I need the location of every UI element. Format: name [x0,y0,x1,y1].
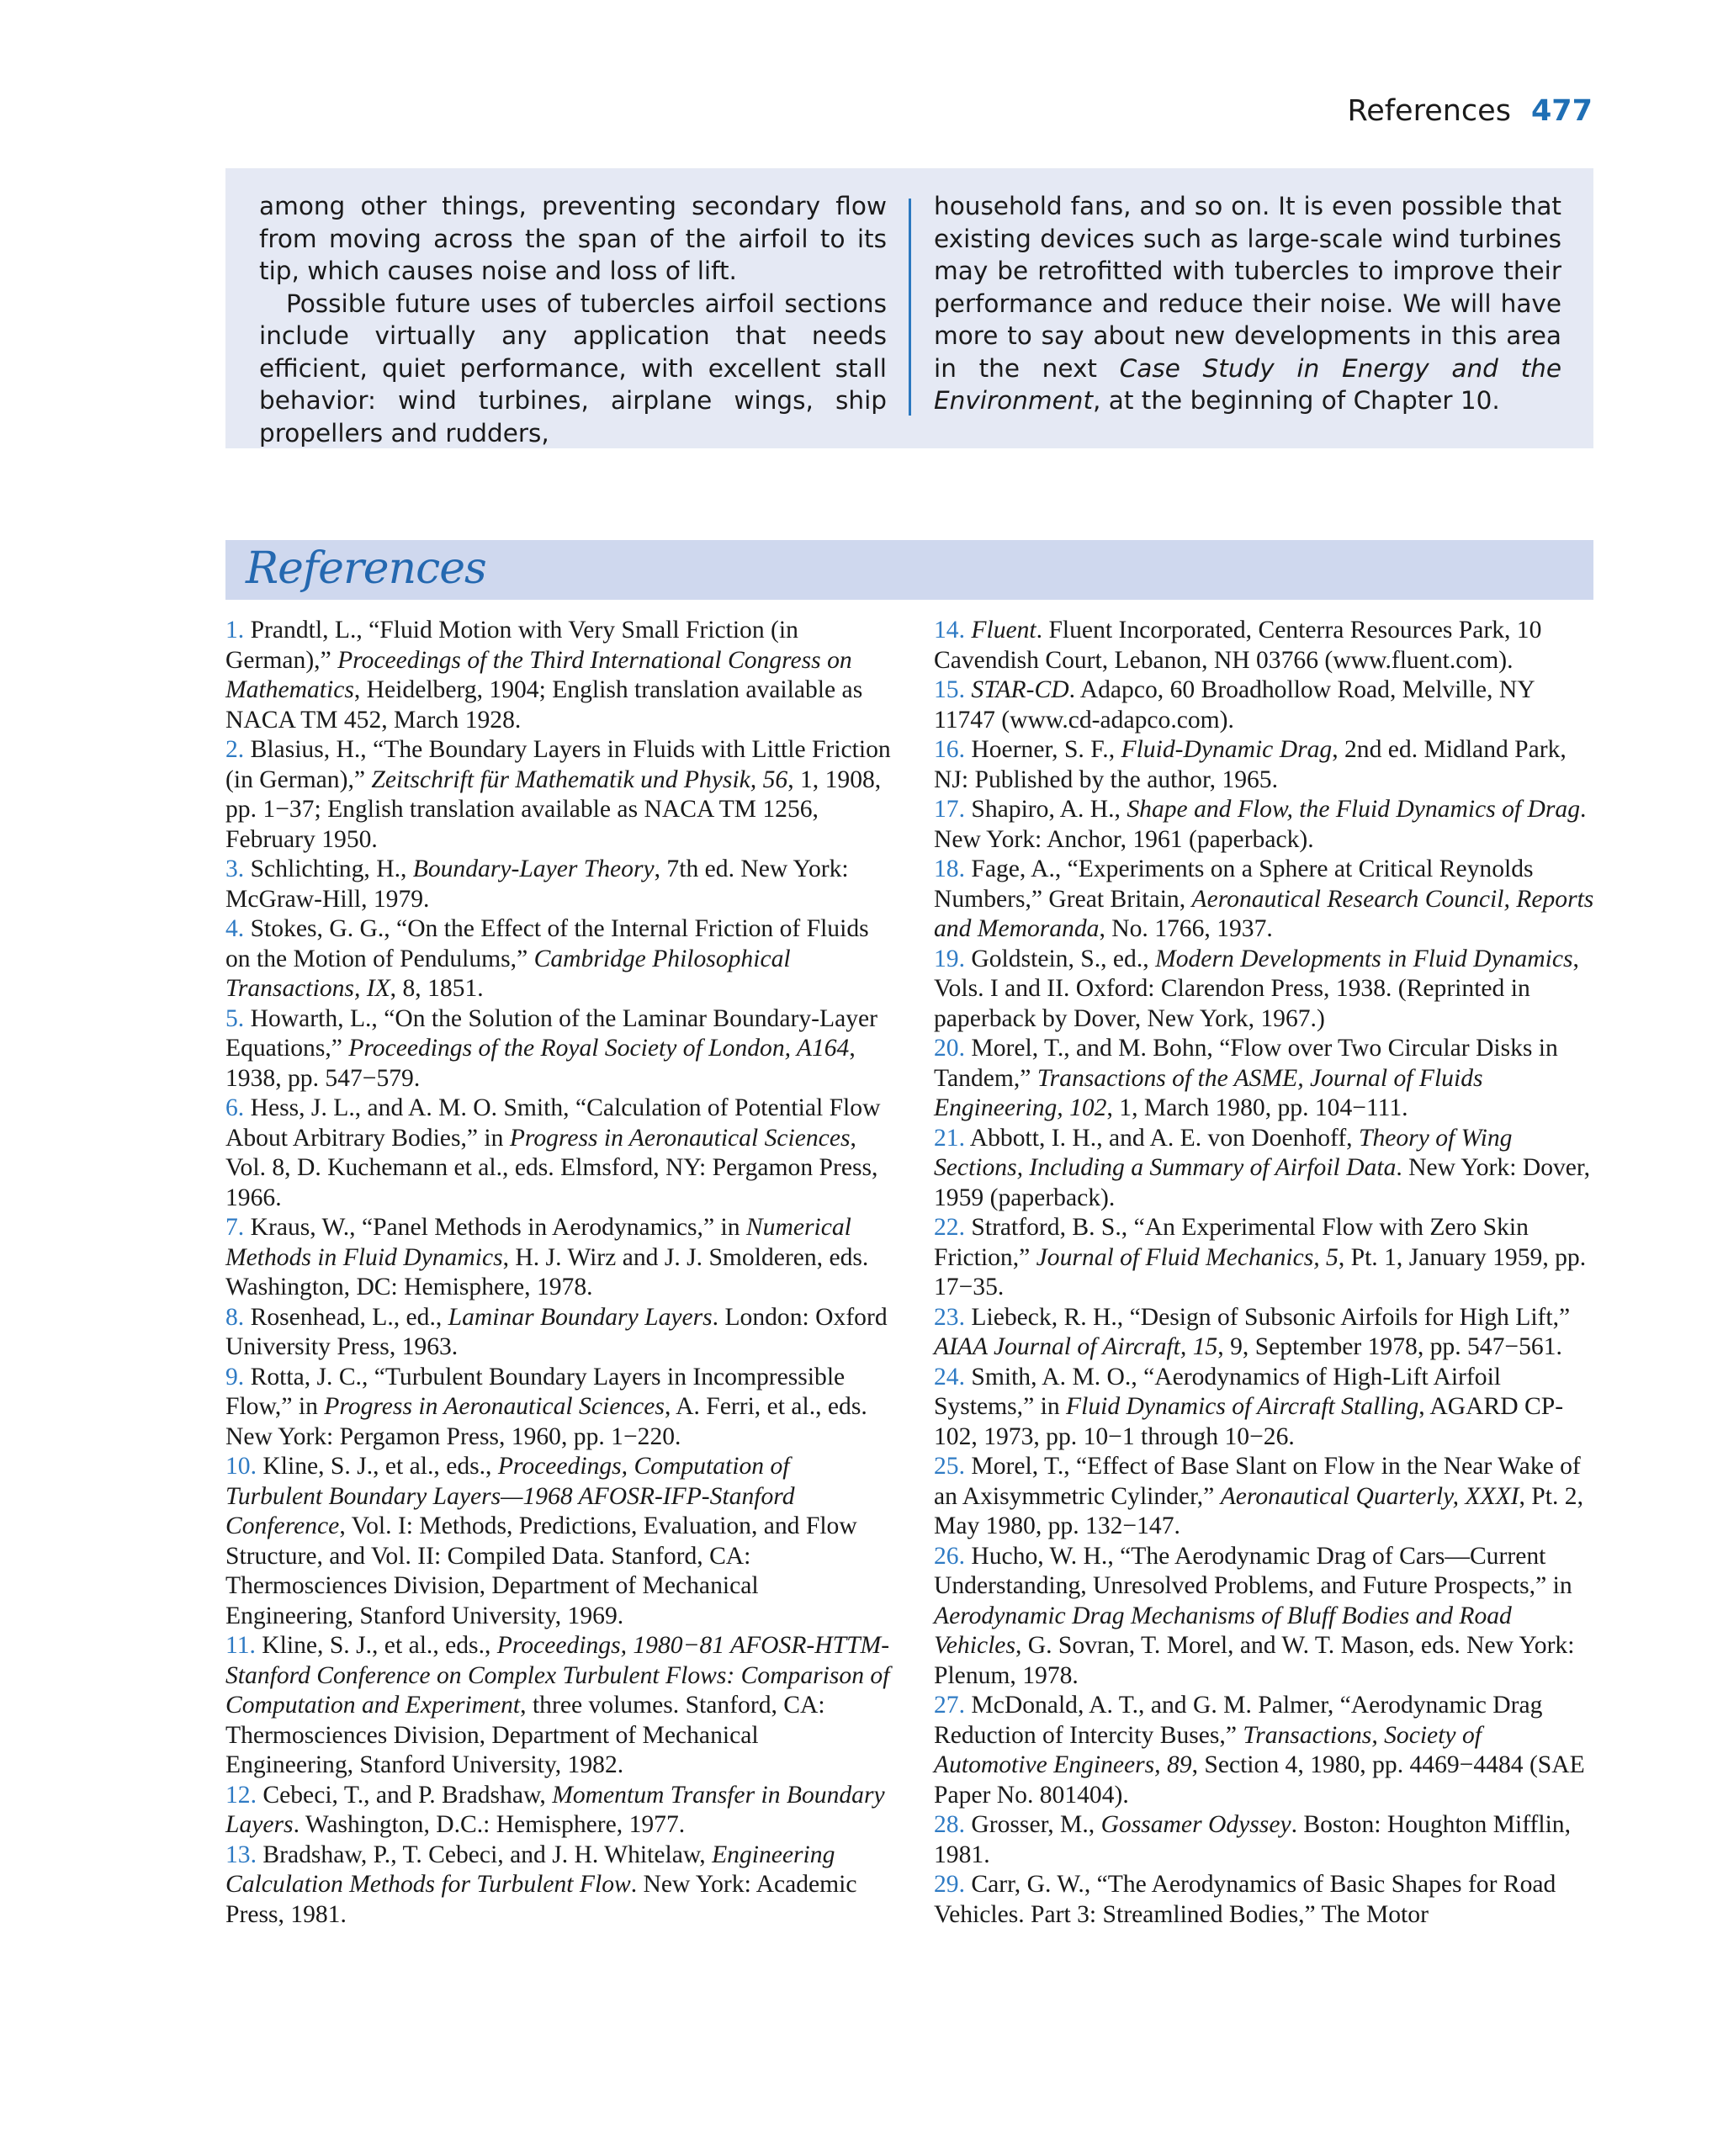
reference-entry: 13. Bradshaw, P., T. Cebeci, and J. H. Whitelaw, Engineering Calculation Methods for Turbulent Flow. New York: Academic Press, 1981. [225,1841,857,1928]
reference-entry: 11. Kline, S. J., et al., eds., Proceedings, 1980−81 AFOSR-HTTM-Stanford Conference on Complex Turbulent Flows: Comparison of Computation and Experiment, three volumes. Stanford, CA: Thermosciences Division, Department of Mechanical Engineering, Stanford University, 1982. [225,1632,890,1778]
references-title: References [246,543,486,594]
reference-entry: 3. Schlichting, H., Boundary-Layer Theory, 7th ed. New York: McGraw-Hill, 1979. [225,856,849,913]
reference-number: 20. [934,1035,972,1062]
reference-number: 23. [934,1303,972,1331]
reference-entry: 24. Smith, A. M. O., “Aerodynamics of High-Lift Airfoil Systems,” in Fluid Dynamics of Aircraft Stalling, AGARD CP-102, 1973, pp. 10−1 through 10−26. [934,1363,1564,1450]
reference-entry: 29. Carr, G. W., “The Aerodynamics of Basic Shapes for Road Vehicles. Part 3: Streamlined Bodies,” The Motor [934,1871,1556,1928]
reference-number: 12. [225,1781,263,1809]
page-number: 477 [1530,94,1593,128]
reference-entry: 22. Stratford, B. S., “An Experimental Flow with Zero Skin Friction,” Journal of Fluid Mechanics, 5, Pt. 1, January 1959, pp. 17−35. [934,1214,1587,1300]
references-left-column [225,616,892,1930]
case-study-paragraph: household fans, and so on. It is even possible that existing devices such as large-scale wind turbines may be retrofitted with tubercles to improve their performance and reduce their noise. We will have more to say about new developments in this area in the next Case Study in Energy and the Environment, at the beginning of Chapter 10. [934,192,1561,415]
reference-entry: 25. Morel, T., “Effect of Base Slant on Flow in the Near Wake of an Axisymmetric Cylinder,” Aeronautical Quarterly, XXXI, Pt. 2, May 1980, pp. 132−147. [934,1453,1583,1539]
reference-entry: 5. Howarth, L., “On the Solution of the Laminar Boundary-Layer Equations,” Proceedings of the Royal Society of London, A164, 1938, pp. 547−579. [225,1004,877,1092]
reference-entry: 23. Liebeck, R. H., “Design of Subsonic Airfoils for High Lift,” AIAA Journal of Aircraft, 15, 9, September 1978, pp. 547−561. [934,1303,1571,1360]
reference-number: 11. [225,1632,262,1659]
reference-entry: 27. McDonald, A. T., and G. M. Palmer, “Aerodynamic Drag Reduction of Intercity Buses,” Transactions, Society of Automotive Engineers, 89, Section 4, 1980, pp. 4469−4484 (SAE Paper No. 801404). [934,1692,1585,1809]
running-head-section: References [1347,94,1511,128]
reference-entry: 9. Rotta, J. C., “Turbulent Boundary Layers in Incompressible Flow,” in Progress in Aeronautical Sciences, A. Ferri, et al., eds. New York: Pergamon Press, 1960, pp. 1−220. [225,1363,867,1450]
references-heading-band [225,540,1593,600]
reference-entry: 4. Stokes, G. G., “On the Effect of the Internal Friction of Fluids on the Motion of Pendulums,” Cambridge Philosophical Transactions, IX, 8, 1851. [225,915,869,1002]
reference-entry: 8. Rosenhead, L., ed., Laminar Boundary Layers. London: Oxford University Press, 1963. [225,1303,888,1360]
reference-number: 27. [934,1692,972,1719]
reference-number: 13. [225,1841,263,1868]
reference-entry: 21. Abbott, I. H., and A. E. von Doenhoff, Theory of Wing Sections, Including a Summary of Airfoil Data. New York: Dover, 1959 (paperback). [934,1124,1590,1211]
reference-number: 14. [934,617,972,644]
reference-entry: 2. Blasius, H., “The Boundary Layers in Fluids with Little Friction (in German),” Zeitschrift für Mathematik und Physik, 56, 1, 1908, pp. 1−37; English translation available as NACA TM 1256, February 1950. [225,736,891,853]
reference-number: 25. [934,1453,972,1480]
reference-entry: 28. Grosser, M., Gossamer Odyssey. Boston: Houghton Mifflin, 1981. [934,1811,1572,1868]
reference-entry: 20. Morel, T., and M. Bohn, “Flow over Two Circular Disks in Tandem,” Transactions of the ASME, Journal of Fluids Engineering, 102, 1, March 1980, pp. 104−111. [934,1035,1558,1121]
reference-number: 28. [934,1811,972,1838]
reference-number: 4. [225,915,251,942]
reference-number: 9. [225,1363,251,1391]
reference-entry: 12. Cebeci, T., and P. Bradshaw, Momentum Transfer in Boundary Layers. Washington, D.C.: Hemisphere, 1977. [225,1781,885,1838]
case-study-paragraph: among other things, preventing secondary flow from moving across the span of the airfoil to its tip, which causes noise and loss of lift. [259,192,887,285]
reference-number: 26. [934,1542,972,1570]
reference-number: 19. [934,945,972,972]
reference-entry: 26. Hucho, W. H., “The Aerodynamic Drag of Cars—Current Understanding, Unresolved Problems, and Future Prospects,” in Aerodynamic Drag Mechanisms of Bluff Bodies and Road Vehicles, G. Sovran, T. Morel, and W. T. Mason, eds. New York: Plenum, 1978. [934,1542,1575,1689]
case-study-right-column [934,190,1561,417]
reference-entry: 18. Fage, A., “Experiments on a Sphere at Critical Reynolds Numbers,” Great Britain, Aeronautical Research Council, Reports and Memoranda, No. 1766, 1937. [934,856,1594,942]
reference-number: 29. [934,1871,972,1898]
case-study-left-column [259,190,887,449]
reference-number: 24. [934,1363,972,1391]
reference-number: 17. [934,796,972,823]
reference-entry: 15. STAR-CD. Adapco, 60 Broadhollow Road, Melville, NY 11747 (www.cd-adapco.com). [934,676,1535,734]
reference-number: 1. [225,617,251,644]
reference-number: 16. [934,736,972,763]
reference-entry: 6. Hess, J. L., and A. M. O. Smith, “Calculation of Potential Flow About Arbitrary Bodies,” in Progress in Aeronautical Sciences, Vol. 8, D. Kuchemann et al., eds. Elmsford, NY: Pergamon Press, 1966. [225,1094,881,1211]
column-divider [909,199,911,416]
case-study-box [225,168,1593,448]
reference-number: 7. [225,1214,251,1241]
reference-number: 6. [225,1094,251,1121]
reference-number: 2. [225,736,251,763]
reference-entry: 19. Goldstein, S., ed., Modern Developments in Fluid Dynamics, Vols. I and II. Oxford: Clarendon Press, 1938. (Reprinted in paperback by Dover, New York, 1967.) [934,945,1579,1032]
reference-number: 15. [934,676,972,703]
reference-number: 22. [934,1214,972,1241]
references-right-column [934,616,1600,1930]
reference-number: 18. [934,856,972,882]
reference-number: 10. [225,1453,263,1480]
reference-number: 21. [934,1124,970,1152]
reference-entry: 7. Kraus, W., “Panel Methods in Aerodynamics,” in Numerical Methods in Fluid Dynamics, H. J. Wirz and J. J. Smolderen, eds. Washington, DC: Hemisphere, 1978. [225,1214,869,1300]
reference-number: 5. [225,1004,251,1032]
reference-entry: 10. Kline, S. J., et al., eds., Proceedings, Computation of Turbulent Boundary Layers—1968 AFOSR-IFP-Stanford Conference, Vol. I: Methods, Predictions, Evaluation, and Flow Structure, and Vol. II: Compiled Data. Stanford, CA: Thermosciences Division, Department of Mechanical Engineering, Stanford University, 1969. [225,1453,857,1629]
running-head [1347,94,1593,128]
reference-entry: 17. Shapiro, A. H., Shape and Flow, the Fluid Dynamics of Drag. New York: Anchor, 1961 (paperback). [934,796,1587,853]
reference-entry: 14. Fluent. Fluent Incorporated, Centerra Resources Park, 10 Cavendish Court, Lebanon, NH 03766 (www.fluent.com). [934,617,1542,674]
case-study-paragraph: Possible future uses of tubercles airfoil sections include virtually any application that needs efficient, quiet performance, with excellent stall behavior: wind turbines, airplane wings, ship propellers and rudders, [259,289,887,448]
reference-number: 3. [225,856,251,882]
reference-entry: 1. Prandtl, L., “Fluid Motion with Very Small Friction (in German),” Proceedings of the Third International Congress on Mathematics, Heidelberg, 1904; English translation available as NACA TM 452, March 1928. [225,617,863,734]
reference-entry: 16. Hoerner, S. F., Fluid-Dynamic Drag, 2nd ed. Midland Park, NJ: Published by the author, 1965. [934,736,1567,793]
reference-number: 8. [225,1303,251,1331]
